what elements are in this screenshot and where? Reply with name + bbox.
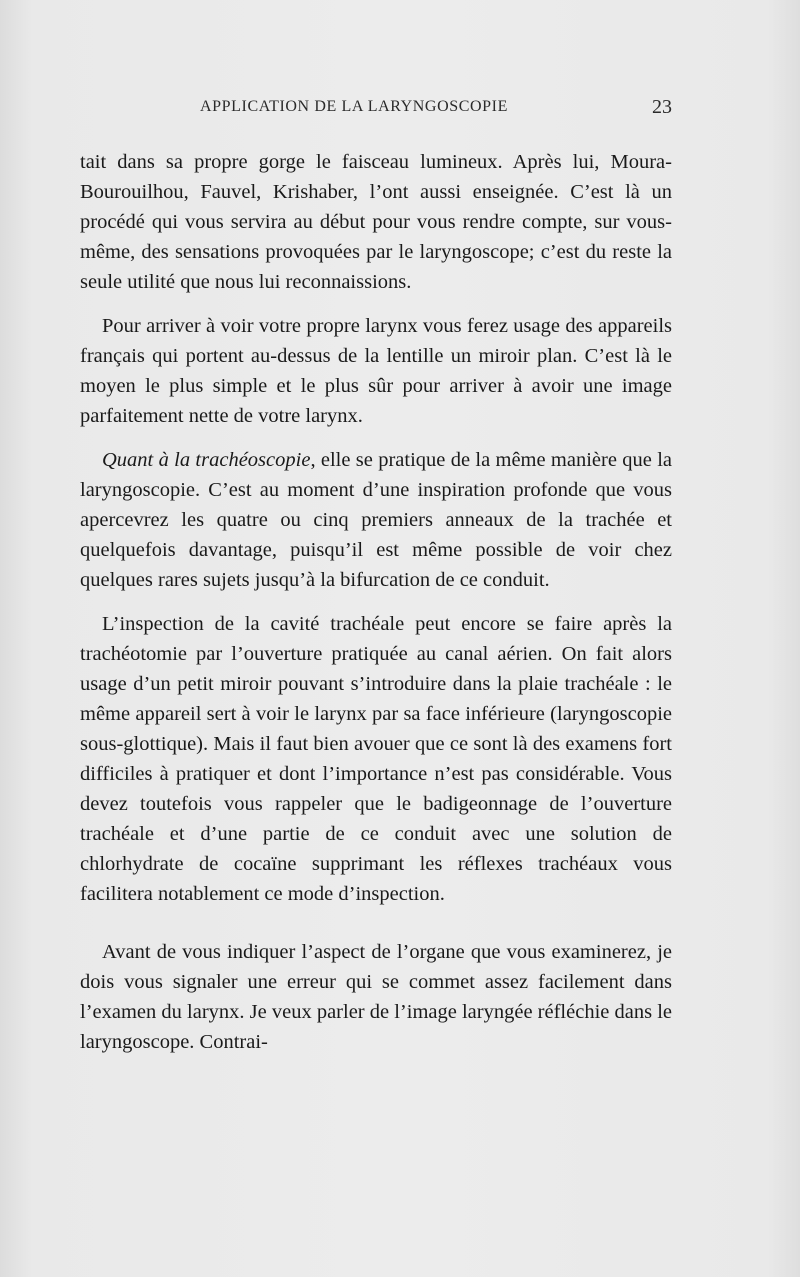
tracheoscopy-text: , elle se pratique de la même manière que la laryngoscopie. C’est au moment d’une inspiration profonde que vous apercevrez les quatre ou cinq premiers anneaux de la trachée et quelquefois davantage, puisqu’il est même possible de voir chez quelques rares sujets jusqu’à la bifurcation de ce conduit. bbox=[80, 449, 672, 591]
paragraph-laryngeal-image: Avant de vous indiquer l’aspect de l’organe que vous examinerez, je dois vous signaler une erreur qui se commet assez facilement dans l’examen du larynx. Je veux parler de l’image laryngée réfléchie dans le laryngoscope. Contrai- bbox=[80, 941, 672, 1053]
tracheoscopy-term: Quant à la trachéoscopie bbox=[102, 449, 311, 471]
paragraph-continuation: tait dans sa propre gorge le faisceau lumineux. Après lui, Moura-Bourouilhou, Fauvel, Krishaber, l’ont aussi enseignée. C’est là un procédé qui vous servira au début pour vous rendre compte, sur vous-même, des sensations provoquées par le laryngoscope; c’est du reste la seule utilité que nous lui reconnaissions. bbox=[80, 151, 672, 293]
paragraph-tracheoscopy bbox=[80, 445, 672, 595]
paragraph-own-larynx: Pour arriver à voir votre propre larynx vous ferez usage des appareils français qui portent au-dessus de la lentille un miroir plan. C’est là le moyen le plus simple et le plus sûr pour arriver à avoir une image parfaitement nette de votre larynx. bbox=[80, 315, 672, 427]
running-head bbox=[80, 98, 672, 124]
running-title: APPLICATION DE LA LARYNGOSCOPIE bbox=[200, 98, 508, 115]
page-number: 23 bbox=[652, 96, 672, 118]
paragraph-tracheal-inspection: L’inspection de la cavité trachéale peut encore se faire après la trachéotomie par l’ouverture pratiquée au canal aérien. On fait alors usage d’un petit miroir pouvant s’introduire dans la plaie trachéale : le même appareil sert à voir le larynx par sa face inférieure (laryngoscopie sous-glottique). Mais il faut bien avouer que ce sont là des examens fort difficiles à pratiquer et dont l’importance n’est pas considérable. Vous devez toutefois vous rappeler que le badigeonnage de l’ouverture trachéale et d’une partie de ce conduit avec une solution de chlorhydrate de cocaïne supprimant les réflexes trachéaux vous facilitera notablement ce mode d’inspection. bbox=[80, 613, 672, 905]
body-text bbox=[80, 147, 672, 1057]
